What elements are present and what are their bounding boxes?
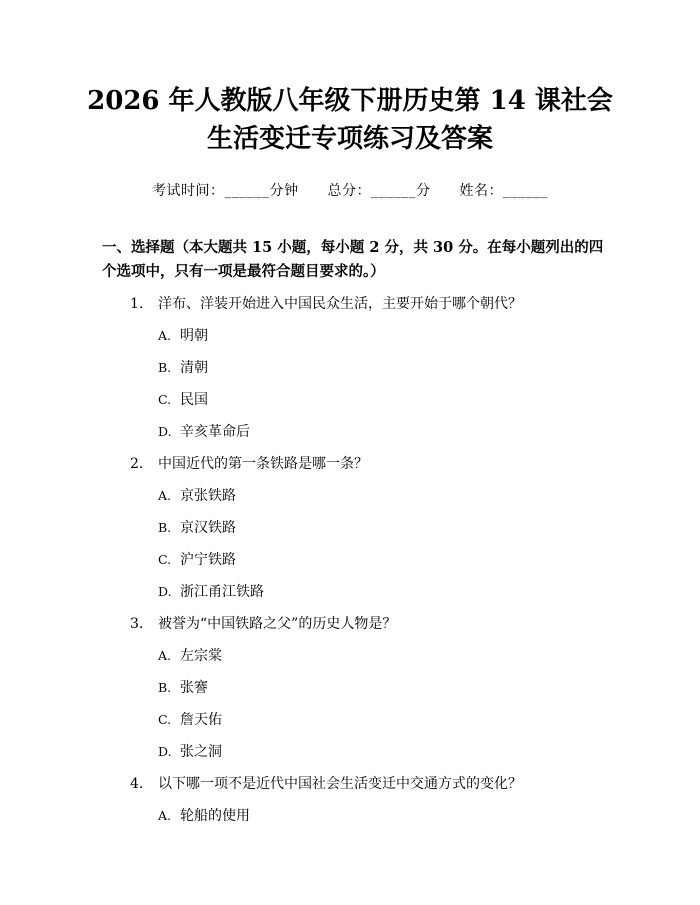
exam-info	[0, 180, 700, 200]
option-a	[158, 646, 700, 666]
option-letter: B.	[158, 520, 172, 535]
question-text: 以下哪一项不是近代中国社会生活变迁中交通方式的变化？	[158, 776, 522, 792]
option-text: 浙江甬江铁路	[180, 584, 264, 600]
option-letter: A.	[158, 648, 172, 663]
question-text: 被誉为“中国铁路之父”的历史人物是？	[158, 616, 397, 632]
option-text: 明朝	[180, 328, 208, 344]
option-c	[158, 550, 700, 570]
option-d	[158, 582, 700, 602]
question-text: 中国近代的第一条铁路是哪一条？	[158, 456, 368, 472]
question-3	[130, 614, 700, 762]
option-c	[158, 390, 700, 410]
option-b	[158, 518, 700, 538]
title-line-1: 2026 年人教版八年级下册历史第 14 课社会	[87, 86, 613, 116]
option-a	[158, 806, 700, 826]
student-name: 姓名：______	[459, 183, 548, 199]
option-text: 轮船的使用	[180, 808, 250, 824]
option-letter: D.	[158, 584, 172, 599]
option-a	[158, 486, 700, 506]
question-number: 1.	[130, 296, 144, 312]
option-text: 张謇	[180, 680, 208, 696]
option-text: 沪宁铁路	[180, 552, 236, 568]
question-number: 4.	[130, 776, 144, 792]
question-4	[130, 774, 700, 826]
option-letter: B.	[158, 360, 172, 375]
option-text: 京汉铁路	[180, 520, 236, 536]
option-a	[158, 326, 700, 346]
option-letter: D.	[158, 424, 172, 439]
option-text: 辛亥革命后	[180, 424, 250, 440]
section-heading: 一、选择题（本大题共 15 小题，每小题 2 分，共 30 分。在每小题列出的四个选项中，只有一项是最符合题目要求的。）	[102, 239, 604, 280]
exam-score: 总分：______分	[327, 183, 431, 199]
option-d	[158, 742, 700, 762]
exam-time: 考试时间：______分钟	[152, 183, 299, 199]
option-letter: C.	[158, 392, 172, 407]
option-text: 张之洞	[180, 744, 222, 760]
option-c	[158, 710, 700, 730]
document-title	[0, 0, 700, 158]
option-text: 民国	[180, 392, 208, 408]
option-letter: C.	[158, 552, 172, 567]
option-b	[158, 358, 700, 378]
option-letter: B.	[158, 680, 172, 695]
option-letter: C.	[158, 712, 172, 727]
option-text: 詹天佑	[180, 712, 222, 728]
question-1	[130, 294, 700, 442]
option-letter: A.	[158, 488, 172, 503]
question-number: 2.	[130, 456, 144, 472]
question-number: 3.	[130, 616, 144, 632]
question-2	[130, 454, 700, 602]
question-text: 洋布、洋装开始进入中国民众生活，主要开始于哪个朝代？	[158, 296, 522, 312]
option-letter: D.	[158, 744, 172, 759]
option-letter: A.	[158, 808, 172, 823]
option-b	[158, 678, 700, 698]
option-text: 京张铁路	[180, 488, 236, 504]
option-text: 清朝	[180, 360, 208, 376]
option-text: 左宗棠	[180, 648, 222, 664]
option-letter: A.	[158, 328, 172, 343]
title-line-2: 生活变迁专项练习及答案	[206, 124, 493, 154]
option-d	[158, 422, 700, 442]
